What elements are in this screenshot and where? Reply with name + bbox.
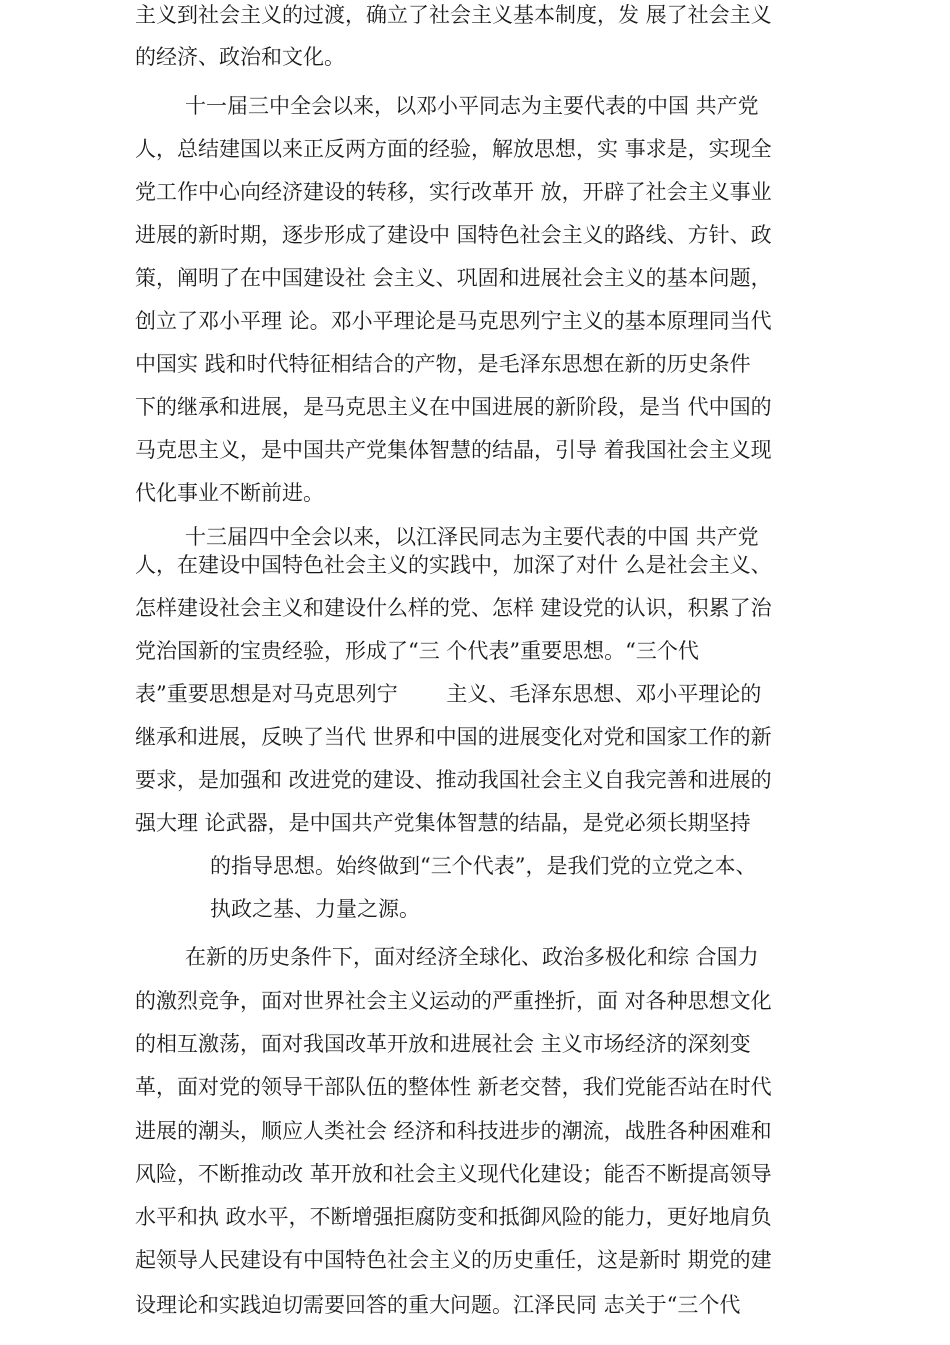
- text-line-11: 马克思主义，是中国共产党集体智慧的结晶，引导 着我国社会主义现: [135, 438, 772, 462]
- text-line-18: 继承和进展，反映了当代 世界和中国的进展变化对党和国家工作的新: [135, 725, 772, 749]
- text-line-22: 执政之基、力量之源。: [210, 897, 420, 921]
- text-line-17: 表”重要思想是对马克思列宁 主义、毛泽东思想、邓小平理论的: [135, 682, 762, 706]
- text-line-8: 创立了邓小平理 论。邓小平理论是马克思列宁主义的基本原理同当代: [135, 309, 772, 333]
- text-line-16: 党治国新的宝贵经验，形成了“三 个代表”重要思想。“三个代: [135, 639, 699, 663]
- text-line-21: 的指导思想。始终做到“三个代表”，是我们党的立党之本、: [210, 854, 757, 878]
- text-line-28: 风险，不断推动改 革开放和社会主义现代化建设；能否不断提高领导: [135, 1162, 772, 1186]
- text-line-4: 人，总结建国以来正反两方面的经验，解放思想，实 事求是，实现全: [135, 137, 772, 161]
- text-line-6: 进展的新时期，逐步形成了建设中 国特色社会主义的路线、方针、政: [135, 223, 772, 247]
- text-line-2: 的经济、政治和文化。: [135, 45, 345, 69]
- text-line-29: 水平和执 政水平，不断增强拒腐防变和抵御风险的能力，更好地肩负: [135, 1205, 772, 1229]
- text-line-15: 怎样建设社会主义和建设什么样的党、怎样 建设党的认识，积累了治: [135, 596, 772, 620]
- text-line-26: 革，面对党的领导干部队伍的整体性 新老交替，我们党能否站在时代: [135, 1075, 772, 1099]
- text-line-3: 十一届三中全会以来，以邓小平同志为主要代表的中国 共产党: [185, 94, 759, 118]
- text-line-9: 中国实 践和时代特征相结合的产物，是毛泽东思想在新的历史条件: [135, 352, 751, 376]
- text-line-1: 主义到社会主义的过渡，确立了社会主义基本制度，发 展了社会主义: [135, 3, 772, 27]
- text-line-27: 进展的潮头，顺应人类社会 经济和科技进步的潮流，战胜各种困难和: [135, 1119, 772, 1143]
- text-line-14: 人，在建设中国特色社会主义的实践中，加深了对什 么是社会主义、: [135, 553, 772, 577]
- text-line-30: 起领导人民建设有中国特色社会主义的历史重任，这是新时 期党的建: [135, 1248, 772, 1272]
- text-line-5: 党工作中心向经济建设的转移，实行改革开 放，开辟了社会主义事业: [135, 180, 772, 204]
- text-line-25: 的相互激荡，面对我国改革开放和进展社会 主义市场经济的深刻变: [135, 1032, 751, 1056]
- text-line-12: 代化事业不断前进。: [135, 481, 324, 505]
- text-line-19: 要求，是加强和 改进党的建设、推动我国社会主义自我完善和进展的: [135, 768, 772, 792]
- text-line-20: 强大理 论武器，是中国共产党集体智慧的结晶，是党必须长期坚持: [135, 811, 751, 835]
- text-line-10: 下的继承和进展，是马克思主义在中国进展的新阶段，是当 代中国的: [135, 395, 772, 419]
- text-line-23: 在新的历史条件下，面对经济全球化、政治多极化和综 合国力: [185, 945, 759, 969]
- text-line-13: 十三届四中全会以来，以江泽民同志为主要代表的中国 共产党: [185, 525, 759, 549]
- text-line-31: 设理论和实践迫切需要回答的重大问题。江泽民同 志关于“三个代: [135, 1293, 741, 1317]
- text-line-24: 的激烈竞争，面对世界社会主义运动的严重挫折，面 对各种思想文化: [135, 989, 772, 1013]
- text-line-7: 策，阐明了在中国建设社 会主义、巩固和进展社会主义的基本问题，: [135, 266, 772, 290]
